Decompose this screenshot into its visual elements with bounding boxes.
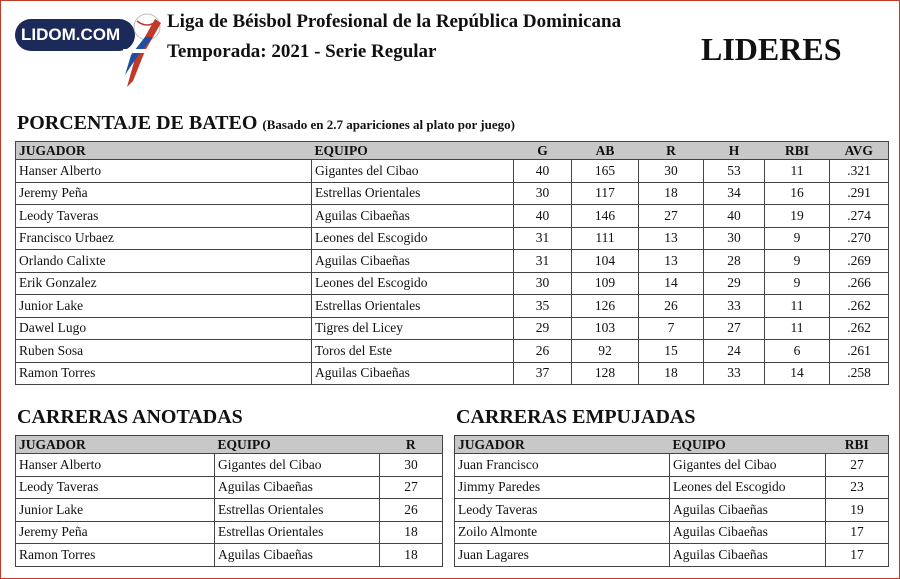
cell-rbi: 23 — [826, 476, 889, 499]
cell-r: 30 — [639, 160, 704, 183]
cell-ab: 146 — [572, 205, 639, 228]
cell-equipo: Estrellas Orientales — [312, 295, 514, 318]
cell-r: 27 — [380, 476, 443, 499]
cell-h: 30 — [704, 227, 765, 250]
cell-h: 28 — [704, 250, 765, 273]
cell-g: 31 — [514, 227, 572, 250]
rbi-section-title: CARRERAS EMPUJADAS — [456, 406, 696, 428]
cell-equipo: Leones del Escogido — [312, 272, 514, 295]
table-row — [16, 182, 889, 205]
cell-g: 26 — [514, 340, 572, 363]
baseball-flag-icon — [115, 11, 165, 91]
cell-equipo: Gigantes del Cibao — [215, 454, 380, 477]
lidom-logo — [15, 11, 165, 91]
league-title: Liga de Béisbol Profesional de la República Dominicana — [167, 11, 622, 32]
cell-r: 14 — [639, 272, 704, 295]
cell-g: 30 — [514, 272, 572, 295]
cell-g: 35 — [514, 295, 572, 318]
table-row — [16, 272, 889, 295]
table-row — [16, 544, 443, 567]
cell-r: 18 — [380, 521, 443, 544]
header-row — [16, 142, 889, 160]
cell-equipo: Aguilas Cibaeñas — [670, 499, 826, 522]
cell-ab: 117 — [572, 182, 639, 205]
cell-rbi: 11 — [765, 295, 830, 318]
cell-r: 18 — [639, 362, 704, 385]
table-row — [16, 227, 889, 250]
batting-table — [15, 141, 889, 385]
cell-ab: 126 — [572, 295, 639, 318]
cell-h: 24 — [704, 340, 765, 363]
cell-jugador: Juan Francisco — [455, 454, 670, 477]
cell-avg: .274 — [830, 205, 889, 228]
column-header-equipo: EQUIPO — [312, 142, 514, 160]
cell-avg: .321 — [830, 160, 889, 183]
cell-equipo: Aguilas Cibaeñas — [312, 205, 514, 228]
table-row — [455, 454, 889, 477]
rbi-table — [454, 435, 889, 567]
cell-r: 7 — [639, 317, 704, 340]
cell-h: 34 — [704, 182, 765, 205]
cell-equipo: Tigres del Licey — [312, 317, 514, 340]
cell-jugador: Jeremy Peña — [16, 521, 215, 544]
cell-avg: .266 — [830, 272, 889, 295]
cell-rbi: 17 — [826, 544, 889, 567]
cell-rbi: 9 — [765, 227, 830, 250]
cell-r: 27 — [639, 205, 704, 228]
cell-rbi: 16 — [765, 182, 830, 205]
table-row — [16, 521, 443, 544]
cell-r: 13 — [639, 227, 704, 250]
cell-h: 27 — [704, 317, 765, 340]
cell-jugador: Ramon Torres — [16, 544, 215, 567]
cell-g: 29 — [514, 317, 572, 340]
cell-equipo: Gigantes del Cibao — [312, 160, 514, 183]
cell-equipo: Aguilas Cibaeñas — [215, 476, 380, 499]
cell-jugador: Francisco Urbaez — [16, 227, 312, 250]
cell-equipo: Estrellas Orientales — [215, 499, 380, 522]
cell-r: 15 — [639, 340, 704, 363]
table-row — [16, 362, 889, 385]
cell-r: 26 — [380, 499, 443, 522]
cell-g: 31 — [514, 250, 572, 273]
cell-r: 18 — [639, 182, 704, 205]
cell-h: 40 — [704, 205, 765, 228]
cell-equipo: Leones del Escogido — [670, 476, 826, 499]
cell-equipo: Toros del Este — [312, 340, 514, 363]
table-row — [455, 499, 889, 522]
page-title: LIDERES — [701, 31, 842, 67]
season-title: Temporada: 2021 - Serie Regular — [167, 41, 437, 62]
cell-rbi: 27 — [826, 454, 889, 477]
cell-avg: .261 — [830, 340, 889, 363]
cell-h: 29 — [704, 272, 765, 295]
cell-rbi: 14 — [765, 362, 830, 385]
cell-equipo: Aguilas Cibaeñas — [312, 362, 514, 385]
batting-section-title — [17, 112, 515, 135]
cell-jugador: Ramon Torres — [16, 362, 312, 385]
column-header-r: R — [380, 436, 443, 454]
table-row — [16, 499, 443, 522]
table-row — [16, 317, 889, 340]
cell-avg: .269 — [830, 250, 889, 273]
cell-jugador: Leody Taveras — [455, 499, 670, 522]
cell-avg: .262 — [830, 295, 889, 318]
cell-avg: .291 — [830, 182, 889, 205]
cell-g: 40 — [514, 205, 572, 228]
cell-avg: .270 — [830, 227, 889, 250]
cell-rbi: 19 — [826, 499, 889, 522]
cell-jugador: Juan Lagares — [455, 544, 670, 567]
column-header-r: R — [639, 142, 704, 160]
logo-text: LIDOM.COM — [15, 19, 135, 51]
cell-ab: 92 — [572, 340, 639, 363]
column-header-jugador: JUGADOR — [16, 142, 312, 160]
cell-jugador: Leody Taveras — [16, 476, 215, 499]
runs-section-title: CARRERAS ANOTADAS — [17, 406, 243, 428]
table-row — [16, 205, 889, 228]
cell-jugador: Hanser Alberto — [16, 454, 215, 477]
cell-rbi: 11 — [765, 160, 830, 183]
cell-rbi: 9 — [765, 250, 830, 273]
cell-rbi: 19 — [765, 205, 830, 228]
table-row — [16, 250, 889, 273]
cell-h: 33 — [704, 362, 765, 385]
cell-equipo: Estrellas Orientales — [215, 521, 380, 544]
header-row — [455, 436, 889, 454]
cell-jugador: Erik Gonzalez — [16, 272, 312, 295]
cell-ab: 109 — [572, 272, 639, 295]
cell-g: 30 — [514, 182, 572, 205]
cell-h: 53 — [704, 160, 765, 183]
cell-equipo: Aguilas Cibaeñas — [215, 544, 380, 567]
cell-jugador: Leody Taveras — [16, 205, 312, 228]
cell-jugador: Jeremy Peña — [16, 182, 312, 205]
cell-equipo: Aguilas Cibaeñas — [312, 250, 514, 273]
cell-avg: .258 — [830, 362, 889, 385]
column-header-equipo: EQUIPO — [215, 436, 380, 454]
table-row — [16, 340, 889, 363]
batting-note: (Basado en 2.7 apariciones al plato por juego) — [262, 117, 515, 132]
column-header-ab: AB — [572, 142, 639, 160]
cell-r: 26 — [639, 295, 704, 318]
table-row — [16, 160, 889, 183]
column-header-jugador: JUGADOR — [16, 436, 215, 454]
cell-g: 40 — [514, 160, 572, 183]
cell-jugador: Junior Lake — [16, 295, 312, 318]
cell-equipo: Leones del Escogido — [312, 227, 514, 250]
cell-rbi: 17 — [826, 521, 889, 544]
cell-avg: .262 — [830, 317, 889, 340]
cell-r: 30 — [380, 454, 443, 477]
cell-equipo: Aguilas Cibaeñas — [670, 544, 826, 567]
column-header-h: H — [704, 142, 765, 160]
column-header-g: G — [514, 142, 572, 160]
cell-rbi: 11 — [765, 317, 830, 340]
cell-r: 13 — [639, 250, 704, 273]
cell-ab: 128 — [572, 362, 639, 385]
column-header-rbi: RBI — [765, 142, 830, 160]
cell-ab: 103 — [572, 317, 639, 340]
cell-rbi: 6 — [765, 340, 830, 363]
column-header-rbi: RBI — [826, 436, 889, 454]
cell-equipo: Estrellas Orientales — [312, 182, 514, 205]
cell-jugador: Orlando Calixte — [16, 250, 312, 273]
batting-title: PORCENTAJE DE BATEO — [17, 112, 258, 134]
column-header-avg: AVG — [830, 142, 889, 160]
cell-equipo: Gigantes del Cibao — [670, 454, 826, 477]
cell-jugador: Jimmy Paredes — [455, 476, 670, 499]
cell-rbi: 9 — [765, 272, 830, 295]
cell-jugador: Junior Lake — [16, 499, 215, 522]
cell-h: 33 — [704, 295, 765, 318]
cell-ab: 104 — [572, 250, 639, 273]
cell-r: 18 — [380, 544, 443, 567]
cell-jugador: Hanser Alberto — [16, 160, 312, 183]
cell-jugador: Dawel Lugo — [16, 317, 312, 340]
table-row — [455, 521, 889, 544]
cell-jugador: Ruben Sosa — [16, 340, 312, 363]
cell-ab: 165 — [572, 160, 639, 183]
table-row — [16, 454, 443, 477]
column-header-jugador: JUGADOR — [455, 436, 670, 454]
table-row — [455, 476, 889, 499]
cell-jugador: Zoilo Almonte — [455, 521, 670, 544]
table-row — [455, 544, 889, 567]
table-row — [16, 295, 889, 318]
cell-ab: 111 — [572, 227, 639, 250]
header-row — [16, 436, 443, 454]
table-row — [16, 476, 443, 499]
cell-equipo: Aguilas Cibaeñas — [670, 521, 826, 544]
column-header-equipo: EQUIPO — [670, 436, 826, 454]
runs-table — [15, 435, 443, 567]
cell-g: 37 — [514, 362, 572, 385]
